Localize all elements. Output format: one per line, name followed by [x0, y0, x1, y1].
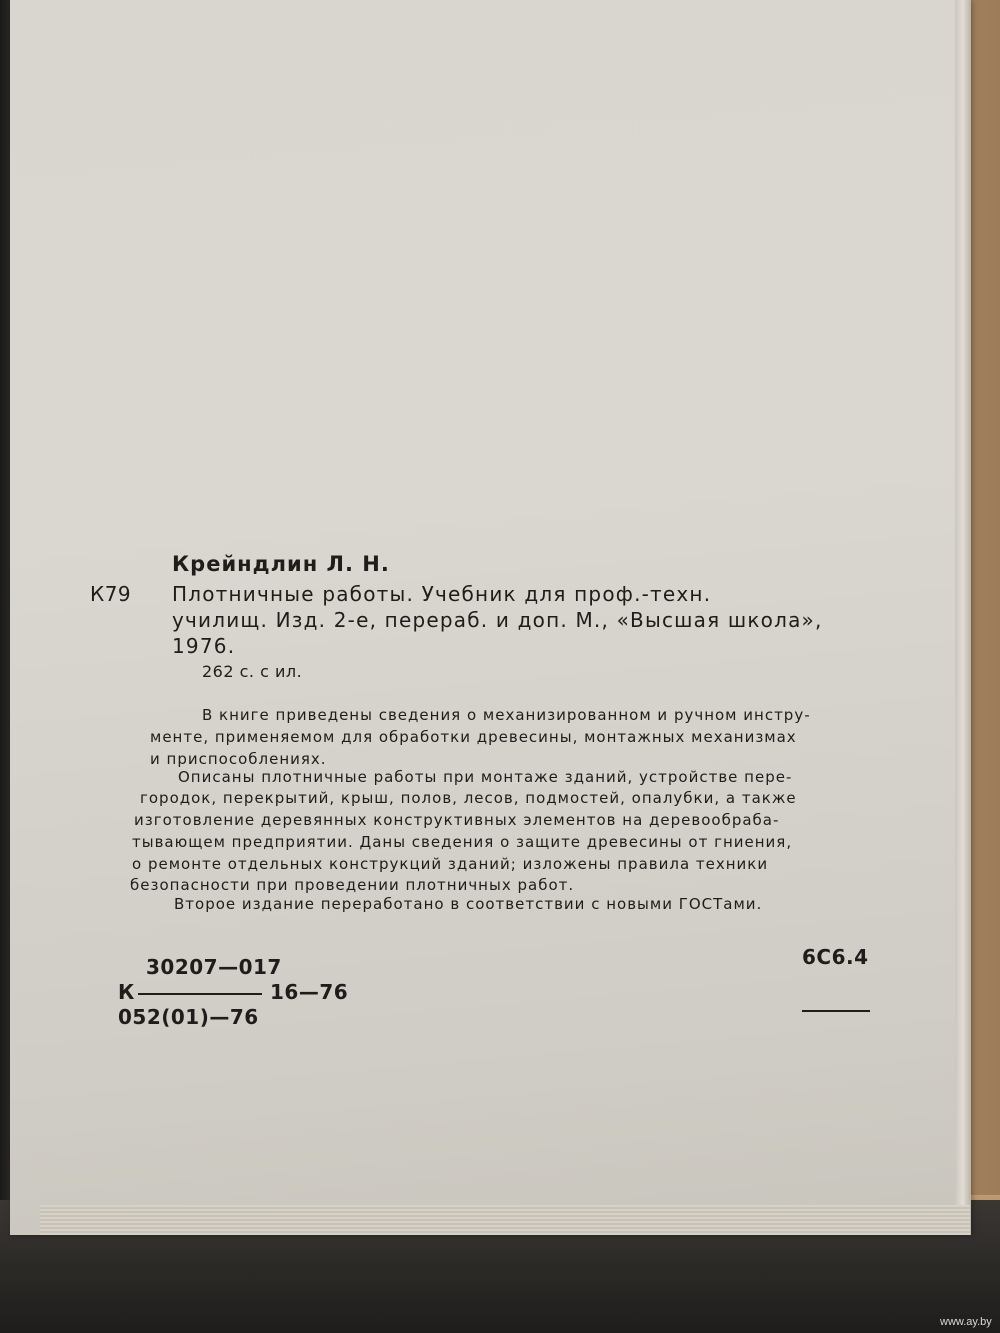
annotation-line-9: безопасности при проведении плотничных работ.	[130, 876, 575, 894]
classification-code: 6С6.4	[802, 945, 869, 969]
title-line-2: училищ. Изд. 2-е, перераб. и доп. М., «Высшая школа»,	[172, 608, 823, 632]
page-stack-bottom	[40, 1205, 970, 1235]
author-name: Крейндлин Л. Н.	[172, 552, 390, 576]
bib-denominator: 052(01)—76	[118, 1005, 259, 1029]
watermark-text: www.ay.by	[940, 1316, 992, 1328]
bib-fraction-line	[138, 993, 262, 995]
bib-letter: К	[118, 980, 135, 1004]
annotation-line-6: изготовление деревянных конструктивных элементов на деревообраба-	[134, 811, 780, 829]
annotation-line-2: менте, применяемом для обработки древесины, монтажных механизмах	[150, 728, 797, 746]
annotation-line-3: и приспособлениях.	[150, 750, 327, 768]
annotation-line-1: В книге приведены сведения о механизированном и ручном инстру-	[202, 706, 811, 724]
annotation-line-8: о ремонте отдельных конструкций зданий; изложены правила техники	[132, 855, 769, 873]
classification-line	[802, 1010, 870, 1012]
title-line-3: 1976.	[172, 634, 236, 658]
page-count: 262 с. с ил.	[202, 662, 303, 681]
annotation-line-5: городок, перекрытий, крыш, полов, лесов, подмостей, опалубки, а также	[140, 789, 797, 807]
bib-numerator: 30207—017	[146, 955, 282, 979]
title-line-1: Плотничные работы. Учебник для проф.-техн.	[172, 582, 712, 606]
annotation-line-7: тывающем предприятии. Даны сведения о защите древесины от гниения,	[132, 833, 793, 851]
page-edges	[955, 0, 971, 1235]
annotation-line-4: Описаны плотничные работы при монтаже зданий, устройстве пере-	[178, 768, 793, 786]
annotation-line-10: Второе издание переработано в соответствии с новыми ГОСТами.	[174, 895, 763, 913]
bib-suffix: 16—76	[270, 980, 349, 1004]
catalog-code: К79	[90, 582, 132, 606]
